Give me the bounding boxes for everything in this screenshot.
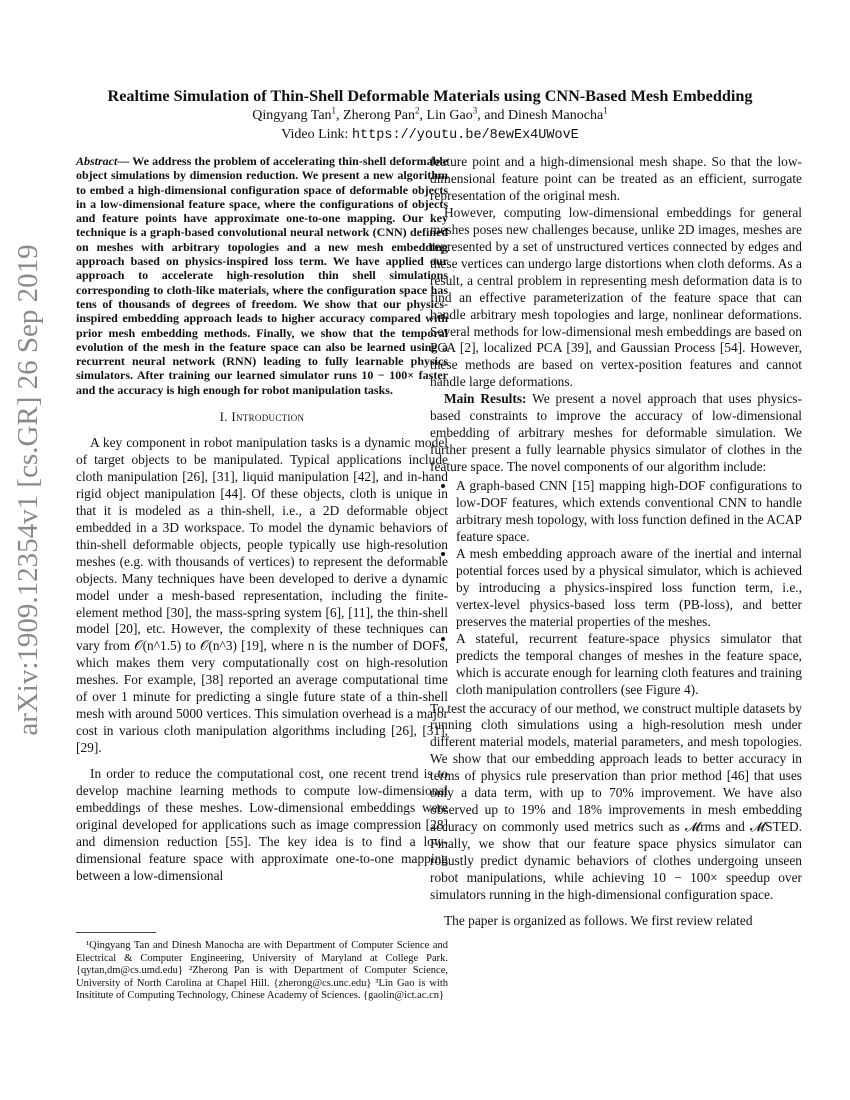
video-link-url[interactable]: https://youtu.be/8ewEx4UWovE — [351, 128, 579, 143]
author-affiliation: 3 — [472, 105, 478, 116]
abstract-text: — We address the problem of accelerating thin-shell deformable object simulations by dimension reduction. We present a new algorithm to embed a high-dimensional configuration space of deformable objects in a low-dimensional feature space, where the configurations of objects and feature points have approximate one-to-one mapping. Our key technique is a graph-based convolutional neural network (CNN) defined on meshes with arbitrary topologies and a new mesh embedding approach based on physics-inspired loss term. We have applied our approach to accelerate high-resolution thin shell simulations corresponding to cloth-like materials, where the configuration space has tens of thousands of degrees of freedom. We show that our physics-inspired embedding approach leads to higher accuracy compared with prior mesh embedding methods. Finally, we show that the temporal evolution of the mesh in the feature space can also be learned using a recurrent neural network (RNN) leading to fully learnable physics simulators. After training our learned simulator runs 10 − 100× faster and the accuracy is high enough for robot manipulation tasks. — [76, 154, 448, 397]
author-affiliation: 1 — [331, 105, 337, 116]
left-column — [76, 154, 448, 885]
main-results-label: Main Results: — [444, 391, 527, 407]
contributions-list — [430, 478, 802, 698]
intro-paragraph-3: However, computing low-dimensional embeddings for general meshes poses new challenges because, unlike 2D images, meshes are represented by a set of unstructured vertices connected by edges and these vertices can undergo large distortions when cloth deforms. As a result, a central problem in representing mesh deformation data is to find an effective parameterization of the feature space that can handle arbitrary mesh topologies and large, nonlinear deformations. Several methods for low-dimensional mesh embeddings are based on PCA [2], localized PCA [39], and Gaussian Process [54]. However, these methods are based on vertex-position features and cannot handle large deformations. — [430, 204, 802, 390]
abstract — [76, 154, 448, 397]
section-number: I. — [219, 409, 228, 425]
author-name: Qingyang Tan — [252, 108, 332, 123]
author-affiliation: 2 — [414, 105, 420, 116]
main-results-text: We present a novel approach that uses physics-based constraints to improve the accuracy of low-dimensional embedding of arbitrary meshes for deformable simulation. We further present a fully learnable physics simulator of clothes in the feature space. The novel components of our algorithm include: — [430, 391, 802, 475]
intro-paragraph-2: In order to reduce the computational cost, one recent trend is to develop machine learning methods to compute low-dimensional embeddings of these meshes. Low-dimensional embeddings were original developed for applications such as image compression [28] and dimension reduction [55]. The key idea is to find a low-dimensional feature space with approximate one-to-one mapping between a low-dimensional — [76, 766, 448, 883]
section-heading — [76, 409, 448, 426]
right-column — [430, 154, 802, 930]
main-results-paragraph — [430, 391, 802, 476]
results-paragraph: To test the accuracy of our method, we construct multiple datasets by running cloth simulations using a high-resolution mesh under different material models, material parameters, and mesh topologies. We show that our embedding approach leads to better accuracy in terms of physics rule preservation than prior method [46] that uses only a data term, with up to 70% improvement. We have also observed up to 19% and 18% improvements in mesh embedding accuracy on commonly used metrics such as 𝓜rms and 𝓜STED. Finally, we show that our feature space physics simulator can robustly predict dynamic behaviors of clothes undergoing unseen robot manipulations, while achieving 10 − 100× speedup over simulators running in the high-dimensional configuration space. — [430, 700, 802, 902]
author-name: and Dinesh Manocha — [484, 108, 604, 123]
author-name: Zherong Pan — [343, 108, 415, 123]
author-name: Lin Gao — [426, 108, 473, 123]
paper-title: Realtime Simulation of Thin-Shell Deformable Materials using CNN-Based Mesh Embedding — [107, 87, 753, 105]
footnote-text: ¹Qingyang Tan and Dinesh Manocha are with Department of Computer Science and Electrical & Computer Engineering, University of Maryland at College Park. {qytan,dm@cs.umd.edu} ²Zherong Pan is with Department of Computer Science, University of North Carolina at Chapel Hill. {zherong@cs.unc.edu} ³Lin Gao is with Insititute of Computing Technology, Chinese Academy of Sciences. {gaolin@ict.ac.cn} — [76, 940, 448, 1002]
list-item: • A stateful, recurrent feature-space physics simulator that predicts the temporal changes of meshes in the feature space, which is accurate enough for learning cloth features and training cloth manipulation controllers (see Figure 4). — [456, 631, 802, 699]
intro-paragraph-2-cont: feature point and a high-dimensional mesh shape. So that the low-dimensional feature point can be treated as an efficient, surrogate representation of the original mesh. — [430, 154, 802, 203]
author-affiliation: 1 — [603, 105, 608, 116]
list-item: • A mesh embedding approach aware of the inertial and internal potential forces used by a physical simulator, which is achieved by introducing a physics-inspired loss function term, i.e., vertex-level physics-based loss term (PB-loss), and better preserves the material properties of the meshes. — [456, 546, 802, 631]
video-link-label: Video Link: — [281, 127, 349, 142]
affiliation-footnote — [76, 940, 448, 1003]
arxiv-sidebar-stamp: arXiv:1909.12354v1 [cs.GR] 26 Sep 2019 — [12, 244, 44, 736]
footnote-rule — [76, 932, 156, 933]
video-link-line — [60, 125, 800, 145]
abstract-label: Abstract — [76, 154, 118, 168]
intro-paragraph-1: A key component in robot manipulation tasks is a dynamic model of target objects to be manipulated. Typical applications include cloth manipulation [26], [31], liquid manipulation [42], and in-hand rigid object manipulation [44]. Of these objects, cloth is unique in that it is modeled as a thin-shell, i.e., a 2D deformable object embedded in a 3D workspace. To model the dynamic behaviors of thin-shell deformable objects, people typically use high-resolution meshes (e.g. with thousands of vertices) to represent the deformable objects. Many techniques have been developed to derive a dynamic model under a mesh-based representation, including the finite-element method [30], the mass-spring system [6], [11], the thin-shell model [20], etc. However, the complexity of these techniques can vary from 𝒪(n^1.5) to 𝒪(n^3) [19], where n is the number of DOFs, which makes them very computationally cost on high-resolution meshes. For example, [38] reported an average computational time of over 1 minute for predicting a single future state of a thin-shell mesh with around 5000 vertices. This simulation overhead is a major cost in various cloth manipulation algorithms including [26], [31], [29]. — [76, 435, 448, 756]
paper-header — [60, 86, 800, 145]
organization-paragraph: The paper is organized as follows. We first review related — [444, 912, 753, 928]
author-list: Qingyang Tan$^1$, Zherong Pan$^2$, Lin Gao$^3$, and Dinesh Manocha$^1$ — [252, 105, 608, 123]
list-item: • A graph-based CNN [15] mapping high-DOF configurations to low-DOF features, which extends conventional CNN to handle arbitrary mesh topology, with loss function defined in the ACAP feature space. — [456, 478, 802, 546]
section-title: Introduction — [231, 409, 305, 425]
